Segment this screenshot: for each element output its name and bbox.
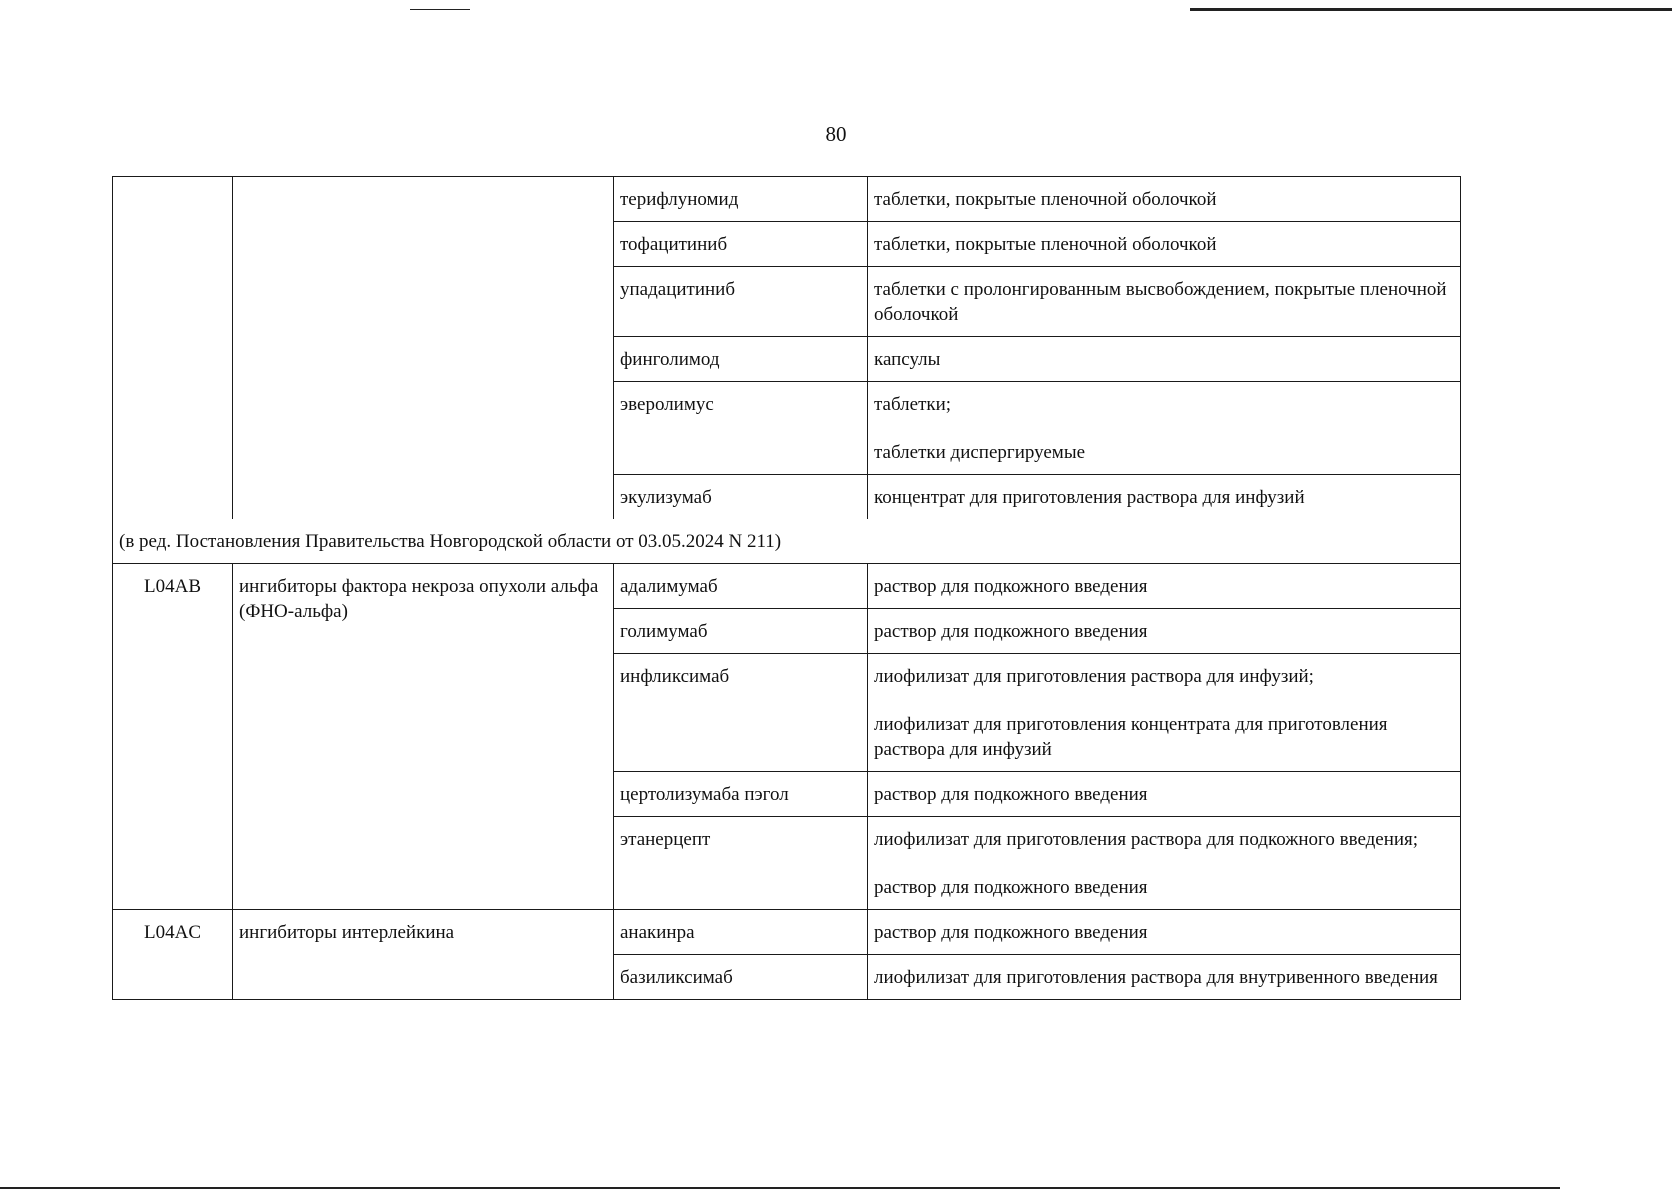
dosage-form	[868, 222, 1461, 267]
dosage-form	[868, 910, 1461, 955]
dosage-form-line: раствор для подкожного введения	[874, 877, 1148, 898]
drug-name: цертолизумаба пэгол	[614, 772, 868, 817]
scan-artifact-top	[1190, 8, 1672, 11]
dosage-form-line: раствор для подкожного введения	[874, 621, 1148, 642]
dosage-form-line: раствор для подкожного введения	[874, 576, 1148, 597]
group-name: ингибиторы фактора некроза опухоли альфа (ФНО-альфа)	[233, 564, 614, 910]
dosage-form-line: раствор для подкожного введения	[874, 784, 1148, 805]
group-name: ингибиторы интерлейкина	[233, 910, 614, 1000]
dosage-form-line: лиофилизат для приготовления раствора для инфузий;	[874, 666, 1314, 687]
drug-name: экулизумаб	[614, 475, 868, 520]
dosage-form	[868, 955, 1461, 1000]
dosage-form	[868, 564, 1461, 609]
dosage-form-line: лиофилизат для приготовления раствора для подкожного введения;	[874, 829, 1419, 850]
table-row	[113, 564, 1461, 609]
dosage-form-line: таблетки, покрытые пленочной оболочкой	[874, 234, 1217, 255]
drug-name: финголимод	[614, 337, 868, 382]
table-row	[113, 177, 1461, 222]
drug-name: упадацитиниб	[614, 267, 868, 337]
dosage-form-line: таблетки, покрытые пленочной оболочкой	[874, 189, 1217, 210]
code-cell-empty	[113, 177, 233, 520]
dosage-form	[868, 177, 1461, 222]
atc-code: L04AB	[113, 564, 233, 910]
drug-name: эверолимус	[614, 382, 868, 475]
dosage-form-line: раствор для подкожного введения	[874, 922, 1148, 943]
drug-name: инфликсимаб	[614, 654, 868, 772]
drug-table	[112, 176, 1461, 1000]
dosage-form-line: концентрат для приготовления раствора для инфузий	[874, 487, 1305, 508]
dosage-form	[868, 817, 1461, 910]
scan-artifact-bottom	[0, 1187, 1560, 1189]
dosage-form	[868, 337, 1461, 382]
dosage-form-line: лиофилизат для приготовления раствора для внутривенного введения	[874, 967, 1438, 988]
dosage-form	[868, 267, 1461, 337]
dosage-form-line: лиофилизат для приготовления концентрата для приготовления раствора для инфузий	[874, 714, 1388, 760]
dosage-form	[868, 609, 1461, 654]
drug-name: тофацитиниб	[614, 222, 868, 267]
dosage-form-line: капсулы	[874, 349, 941, 370]
drug-name: терифлуномид	[614, 177, 868, 222]
dosage-form	[868, 772, 1461, 817]
page-number: 80	[825, 122, 847, 146]
drug-name: базиликсимаб	[614, 955, 868, 1000]
dosage-form	[868, 654, 1461, 772]
atc-code: L04AC	[113, 910, 233, 1000]
drug-name: адалимумаб	[614, 564, 868, 609]
dosage-form-line: таблетки с пролонгированным высвобождением, покрытые пленочной оболочкой	[874, 279, 1447, 325]
dosage-form	[868, 475, 1461, 520]
amendment-row	[113, 519, 1461, 564]
amendment-note: (в ред. Постановления Правительства Новгородской области от 03.05.2024 N 211)	[113, 519, 1461, 564]
scan-artifact-top-short	[410, 9, 470, 10]
table-row	[113, 910, 1461, 955]
drug-name: голимумаб	[614, 609, 868, 654]
dosage-form-line: таблетки;	[874, 394, 952, 415]
dosage-form	[868, 382, 1461, 475]
drug-name: этанерцепт	[614, 817, 868, 910]
dosage-form-line: таблетки диспергируемые	[874, 442, 1086, 463]
group-name-cell-empty	[233, 177, 614, 520]
drug-name: анакинра	[614, 910, 868, 955]
